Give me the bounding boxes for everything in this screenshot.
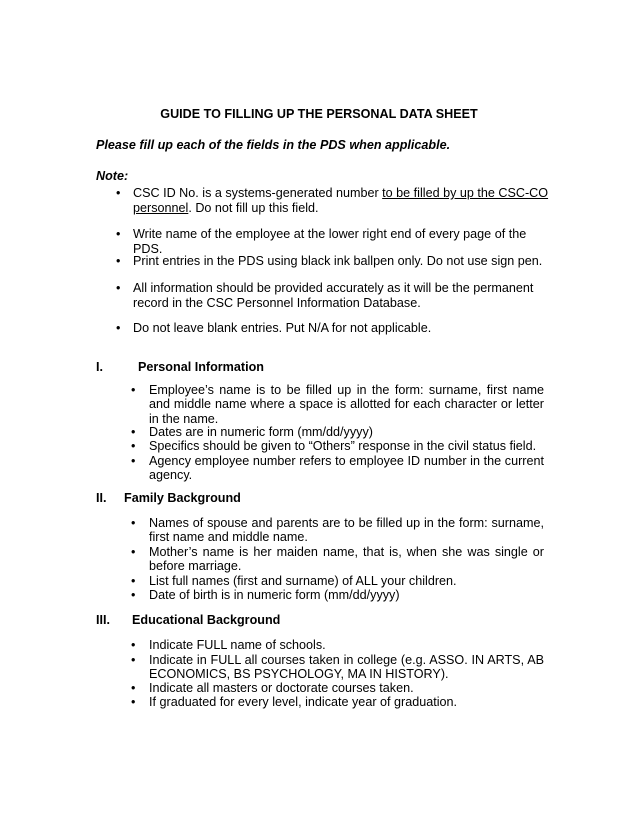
- bullet-icon: •: [131, 695, 136, 709]
- bullet-icon: •: [131, 425, 136, 439]
- bullet-icon: •: [116, 281, 121, 295]
- note-text: Write name of the employee at the lower right end of every page of the PDS.: [133, 227, 527, 256]
- bullet-icon: •: [131, 545, 136, 559]
- bullet-icon: •: [116, 321, 121, 335]
- list-item-text: Agency employee number refers to employee ID number in the current agency.: [149, 454, 544, 483]
- list-item-text: If graduated for every level, indicate year of graduation.: [149, 695, 458, 709]
- section-numeral: III.: [96, 613, 110, 627]
- section-title: Educational Background: [132, 613, 281, 627]
- bullet-icon: •: [131, 681, 136, 695]
- list-item-text: Names of spouse and parents are to be filled up in the form: surname, first name and middle name.: [149, 516, 544, 545]
- list-item-text: Indicate all masters or doctorate courses taken.: [149, 681, 414, 695]
- list-item-text: Specifics should be given to “Others” response in the civil status field.: [149, 439, 537, 453]
- bullet-icon: •: [131, 574, 136, 588]
- note-text: Do not leave blank entries. Put N/A for not applicable.: [133, 321, 432, 335]
- note-text: All information should be provided accurately as it will be the permanent record in the CSC Personnel Information Database.: [133, 281, 534, 310]
- bullet-icon: •: [131, 516, 136, 530]
- list-item-text: Employee’s name is to be filled up in the form: surname, first name and middle name where a space is allotted for each character or letter in the name.: [149, 383, 544, 426]
- bullet-icon: •: [131, 439, 136, 453]
- bullet-icon: •: [131, 454, 136, 468]
- bullet-icon: •: [116, 227, 121, 241]
- bullet-icon: •: [131, 638, 136, 652]
- bullet-icon: •: [116, 254, 121, 268]
- list-item-text: Date of birth is in numeric form (mm/dd/yyyy): [149, 588, 400, 602]
- list-item-text: Indicate FULL name of schools.: [149, 638, 326, 652]
- section-title: Family Background: [124, 491, 241, 505]
- bullet-icon: •: [116, 186, 121, 200]
- list-item-text: Indicate in FULL all courses taken in college (e.g. ASSO. IN ARTS, AB ECONOMICS, BS PSYCHOLOGY, MA IN HISTORY).: [149, 653, 544, 682]
- note-text: Print entries in the PDS using black ink ballpen only. Do not use sign pen.: [133, 254, 543, 268]
- section-numeral: I.: [96, 360, 103, 374]
- document-title: GUIDE TO FILLING UP THE PERSONAL DATA SHEET: [160, 107, 478, 121]
- section-numeral: II.: [96, 491, 107, 505]
- section-title: Personal Information: [138, 360, 264, 374]
- list-item-text: Mother’s name is her maiden name, that is, when she was single or before marriage.: [149, 545, 544, 574]
- note-text: CSC ID No. is a systems-generated number to be filled by up the CSC-CO personnel. Do not fill up this field.: [133, 186, 549, 215]
- bullet-icon: •: [131, 383, 136, 397]
- bullet-icon: •: [131, 588, 136, 602]
- bullet-icon: •: [131, 653, 136, 667]
- intro-instruction: Please fill up each of the fields in the PDS when applicable.: [96, 138, 451, 152]
- underlined-text: to be filled by up the CSC-CO personnel: [133, 186, 549, 215]
- list-item-text: List full names (first and surname) of ALL your children.: [149, 574, 457, 588]
- list-item-text: Dates are in numeric form (mm/dd/yyyy): [149, 425, 373, 439]
- note-label: Note:: [96, 169, 129, 183]
